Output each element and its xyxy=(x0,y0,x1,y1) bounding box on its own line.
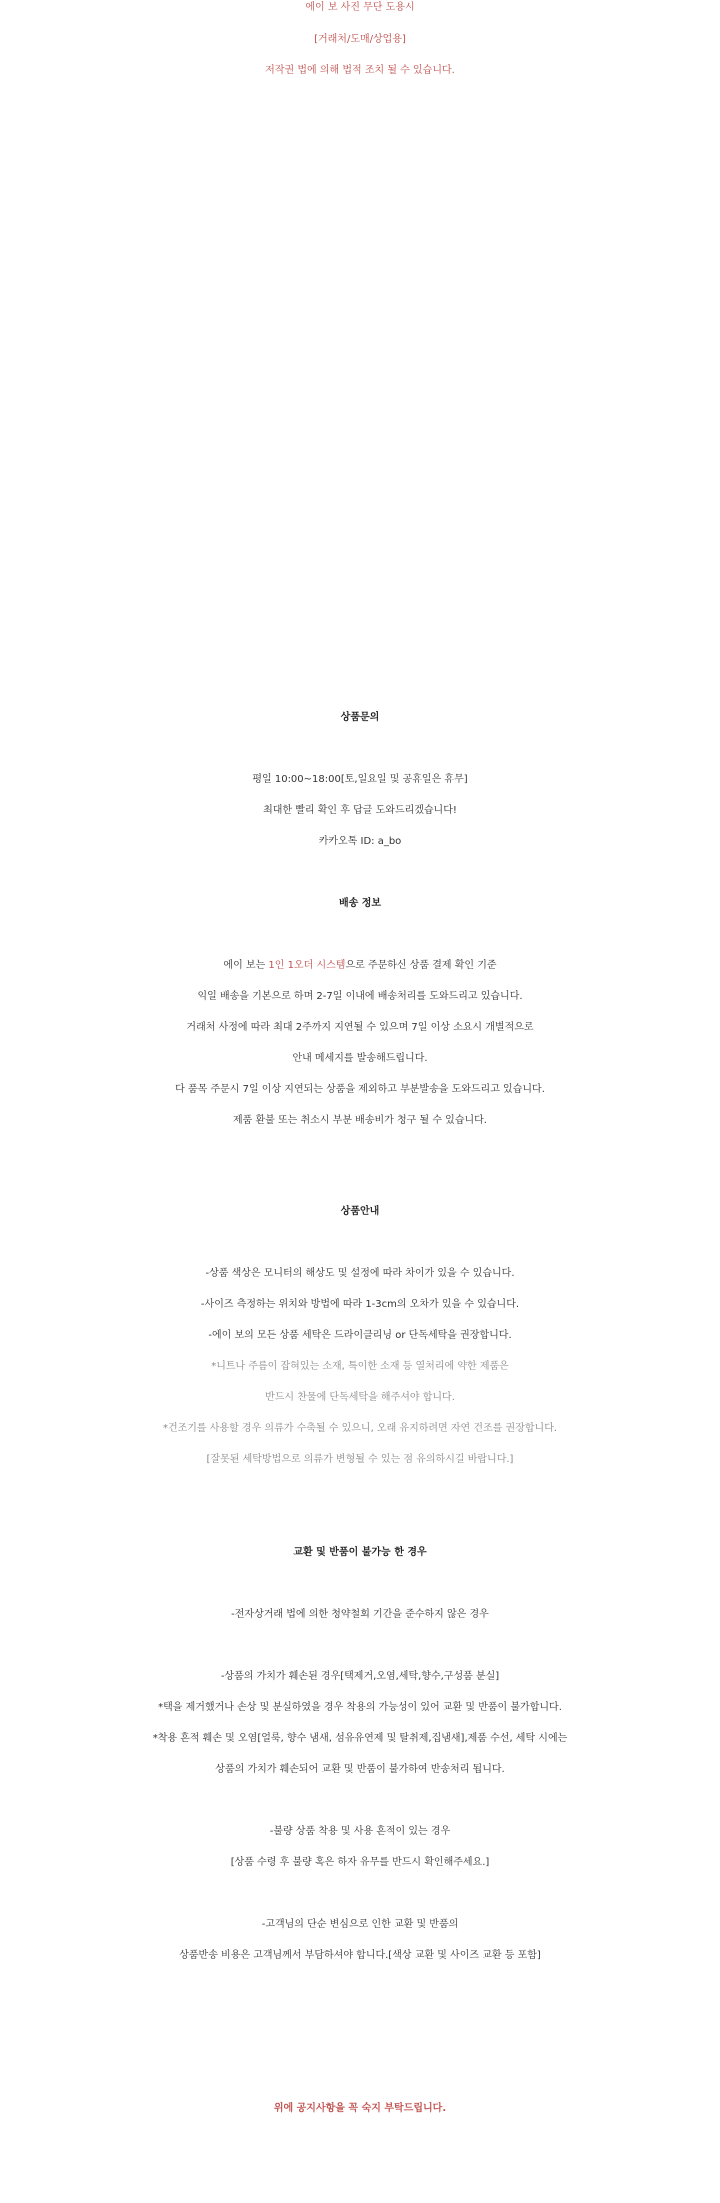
product-guide-wash: -에이 보의 모든 상품 세탁은 드라이클리닝 or 단독세탁을 권장합니다. xyxy=(208,1330,512,1341)
product-guide-title: 상품안내 xyxy=(340,1206,380,1217)
shipping-line-1-after: 으로 주문하신 상품 결제 확인 기준 xyxy=(345,960,497,971)
inquiry-hours: 평일 10:00~18:00[토,일요일 및 공휴일은 휴무] xyxy=(252,774,468,785)
return-policy-stain: *착용 흔적 훼손 및 오염[얼룩, 향수 냄새, 섬유유연제 및 탈취제,집냄새],제품 수선, 세탁 시에는 xyxy=(152,1733,568,1744)
product-guide-deform-note: [잘못된 세탁방법으로 의류가 변형될 수 있는 점 유의하시길 바랍니다.] xyxy=(206,1454,514,1465)
shipping-line-5: 다 품목 주문시 7일 이상 지연되는 상품을 제외하고 부분발송을 도와드리고 있습니다. xyxy=(175,1084,545,1095)
return-policy-returned: 상품의 가치가 훼손되어 교환 및 반품이 불가하여 반송처리 됩니다. xyxy=(215,1764,505,1775)
final-notice: 위에 공지사항을 꼭 숙지 부탁드립니다. xyxy=(273,2103,447,2114)
product-guide-color: -상품 색상은 모니터의 해상도 및 설정에 따라 차이가 있을 수 있습니다. xyxy=(205,1268,515,1279)
shipping-line-1 xyxy=(0,950,720,981)
product-guide-size: -사이즈 측정하는 위치와 방법에 따라 1-3cm의 오차가 있을 수 있습니다. xyxy=(200,1299,520,1310)
copyright-line-2: [거래처/도매/상업용] xyxy=(314,34,406,45)
inquiry-reply: 최대한 빨리 확인 후 답글 도와드리겠습니다! xyxy=(263,805,457,816)
return-policy-defect: -불량 상품 착용 및 사용 흔적이 있는 경우 xyxy=(269,1826,451,1837)
shipping-line-6: 제품 환불 또는 취소시 부분 배송비가 청구 될 수 있습니다. xyxy=(233,1115,487,1126)
copyright-line-3: 저작권 법에 의해 법적 조치 될 수 있습니다. xyxy=(265,65,455,76)
return-policy-change-of-mind: -고객님의 단순 변심으로 인한 교환 및 반품의 xyxy=(261,1919,459,1930)
return-policy-title: 교환 및 반품이 불가능 한 경우 xyxy=(293,1547,427,1558)
shipping-line-3: 거래처 사정에 따라 최대 2주까지 지연될 수 있으며 7일 이상 소요시 개별적으로 xyxy=(186,1022,534,1033)
copyright-line-1: 에이 보 사진 무단 도용시 xyxy=(305,2,415,13)
one-order-system-highlight: 1인 1오더 시스템 xyxy=(268,960,346,971)
shipping-title: 배송 정보 xyxy=(338,898,382,909)
product-guide-cold-wash: 반드시 찬물에 단독세탁을 해주셔야 합니다. xyxy=(265,1392,455,1403)
return-policy-period: -전자상거래 법에 의한 청약철회 기간을 준수하지 않은 경우 xyxy=(231,1609,489,1620)
inquiry-kakao-id: 카카오톡 ID: a_bo xyxy=(318,836,402,847)
shipping-line-2: 익일 배송을 기본으로 하며 2-7일 이내에 배송처리를 도와드리고 있습니다. xyxy=(197,991,523,1002)
inquiry-title: 상품문의 xyxy=(340,712,380,723)
return-policy-shipping-cost: 상품반송 비용은 고객님께서 부담하셔야 합니다.[색상 교환 및 사이즈 교환 등 포함] xyxy=(179,1950,541,1961)
return-policy-check: [상품 수령 후 불량 혹은 하자 유무를 반드시 확인해주세요.] xyxy=(230,1857,490,1868)
return-policy-damaged: -상품의 가치가 훼손된 경우[택제거,오염,세탁,향수,구성품 분실] xyxy=(220,1671,500,1682)
product-guide-knit-note: *니트나 주름이 잡혀있는 소재, 특이한 소재 등 열처리에 약한 제품은 xyxy=(211,1361,509,1372)
product-guide-dryer-note: *건조기를 사용할 경우 의류가 수축될 수 있으니, 오래 유지하려면 자연 건조를 권장합니다. xyxy=(162,1423,558,1434)
shipping-line-4: 안내 메세지를 발송해드립니다. xyxy=(292,1053,428,1064)
return-policy-tag: *택을 제거했거나 손상 및 분실하였을 경우 착용의 가능성이 있어 교환 및 반품이 불가합니다. xyxy=(158,1702,562,1713)
shipping-line-1-before: 에이 보는 xyxy=(223,960,269,971)
